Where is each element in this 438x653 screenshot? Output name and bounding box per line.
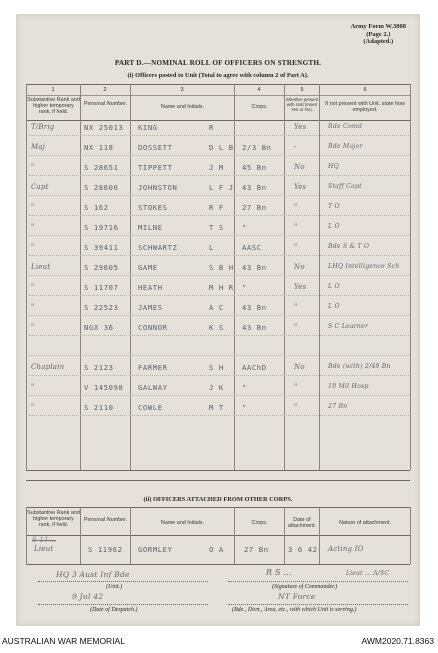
despatch-handwriting: 9 Jul 42 <box>72 592 104 601</box>
part-subtitle: (i) Officers posted to Unit (Total to agree with column 2 of Part A). <box>127 72 309 79</box>
section2-header-top-rule <box>26 507 410 508</box>
row-name: GAME <box>138 263 158 272</box>
row-initials: S H <box>209 363 224 372</box>
row-initials: T S <box>209 223 224 232</box>
row-initials: S B H <box>209 263 234 272</box>
table-row-rule <box>29 215 409 216</box>
row-initials: M T <box>209 403 224 412</box>
row-present: " <box>294 203 298 211</box>
row-initials: R F <box>209 203 224 212</box>
table-row-rule <box>29 235 409 236</box>
row-present: " <box>294 303 298 311</box>
despatch-caption: (Date of Despatch.) <box>90 607 138 613</box>
row-initials: K S <box>209 323 224 332</box>
row-employed: S C Learner <box>328 323 369 330</box>
row-corps: " <box>242 403 247 412</box>
section2-col-divider <box>234 507 235 564</box>
footer-institution: AUSTRALIAN WAR MEMORIAL <box>2 636 125 646</box>
s2-corps: 27 Bn <box>244 545 269 554</box>
row-corps: 27 Bn <box>242 203 267 212</box>
header-name: Name and Initials. <box>160 104 205 110</box>
adapted-note: (Adapted.) <box>363 38 394 45</box>
section2-col-divider <box>80 507 81 564</box>
table1-col-divider <box>319 84 320 470</box>
table1-col-divider <box>80 84 81 470</box>
row-employed: 19 Mil Hosp <box>328 383 369 390</box>
row-name: COWLE <box>138 403 163 412</box>
row-present: Yes <box>294 183 307 191</box>
row-present: " <box>294 223 298 231</box>
row-employed: Bde Major <box>328 143 363 150</box>
row-corps: AASC <box>242 243 262 252</box>
s2-struck-entry: S 11... <box>32 536 57 544</box>
table1-col-divider <box>284 84 285 470</box>
row-rank: " <box>31 383 35 391</box>
form-number-block <box>351 23 406 46</box>
row-initials: A C <box>209 303 224 312</box>
row-rank: " <box>31 283 35 291</box>
row-number: S 28606 <box>84 183 119 192</box>
s2-header-rank: Substantive Rank and higher temporary rank, if held. <box>27 510 80 529</box>
row-number: NX 118 <box>84 143 114 152</box>
header-present: Whether present with Unit (Insert Yes or No). <box>285 97 319 113</box>
part-title: PART D.—NOMINAL ROLL OF OFFICERS ON STRENGTH. <box>114 59 322 67</box>
table-row-rule <box>29 135 409 136</box>
row-name: FARMER <box>138 363 168 372</box>
row-rank: Chaplain <box>31 363 65 371</box>
row-rank: " <box>31 303 35 311</box>
header-employment: If not present with Unit, state how employed. <box>325 101 405 114</box>
row-number: NX 25013 <box>84 123 124 132</box>
unit-line <box>38 581 208 582</box>
col-number: 1 <box>51 87 55 93</box>
table1-top-rule <box>26 84 410 85</box>
row-initials: M H R <box>209 283 234 292</box>
row-employed: L O <box>328 223 340 230</box>
table-row-rule <box>29 395 409 396</box>
row-corps: 43 Bn <box>242 183 267 192</box>
row-name: JOHNSTON <box>138 183 178 192</box>
col-number: 3 <box>180 87 184 93</box>
commander-caption: (Signature of Commander.) <box>272 584 338 590</box>
row-employed: L O <box>328 283 340 290</box>
despatch-line <box>38 604 208 605</box>
table1-left-edge <box>26 84 27 470</box>
s2-number: S 11962 <box>88 545 123 554</box>
commander-line <box>228 581 408 582</box>
row-present: No <box>294 263 305 271</box>
row-name: DOSSETT <box>138 143 173 152</box>
row-present: Yes <box>294 123 307 131</box>
row-number: S 28651 <box>84 163 119 172</box>
table-row-rule <box>29 195 409 196</box>
row-corps: 43 Bn <box>242 303 267 312</box>
row-name: SCHWARTZ <box>138 243 178 252</box>
section2-col-divider <box>319 507 320 564</box>
army-form-sheet <box>16 14 420 626</box>
row-rank: Lieut <box>31 263 51 271</box>
table1-bottom-rule <box>26 470 410 471</box>
page-note: (Page 2.) <box>366 30 391 38</box>
table1-right-edge <box>410 84 411 470</box>
s2-date: 3 6 42 <box>288 545 318 554</box>
row-number: S 2123 <box>84 363 114 372</box>
row-present: Yes <box>294 283 307 291</box>
row-corps: 43 Bn <box>242 323 267 332</box>
row-initials: J K <box>209 383 224 392</box>
row-employed: HQ <box>328 163 339 170</box>
section2-top-rule <box>26 480 410 481</box>
row-employed: Rde Comd <box>328 123 363 130</box>
row-present: - <box>294 143 297 151</box>
s2-header-nature: Nature of attachment. <box>339 520 391 526</box>
row-name: MILNE <box>138 223 163 232</box>
section2-right-edge <box>410 507 411 564</box>
row-number: S 29605 <box>84 263 119 272</box>
row-number: NGX 36 <box>84 323 114 332</box>
row-corps: 45 Bn <box>242 163 267 172</box>
section2-header-rule <box>26 535 410 536</box>
row-corps: 43 Bn <box>242 263 267 272</box>
row-rank: " <box>31 223 35 231</box>
unit-caption: (Unit.) <box>106 584 123 590</box>
row-rank: Maj <box>31 143 46 151</box>
area-caption: (Bde., Divn., Area, etc., with which Unit is serving.) <box>232 607 357 613</box>
unit-handwriting: HQ 3 Aust Inf Bde <box>56 570 130 579</box>
section2-title: (ii) OFFICERS ATTACHED FROM OTHER CORPS. <box>143 496 293 503</box>
s2-header-corps: Corps. <box>251 520 268 526</box>
row-initials: J M <box>209 163 224 172</box>
table-row-rule <box>29 155 409 156</box>
row-rank: " <box>31 243 35 251</box>
table-row-rule <box>29 415 409 416</box>
table-row-rule <box>29 175 409 176</box>
row-employed: Bde S & T O <box>328 243 370 250</box>
row-initials: D L B <box>209 143 234 152</box>
s2-header-name: Name and Initials. <box>160 520 205 526</box>
col-number: 5 <box>300 87 304 93</box>
row-name: CONNOR <box>138 323 168 332</box>
row-name: KING <box>138 123 158 132</box>
row-number: S 39411 <box>84 243 119 252</box>
row-initials: L F J <box>209 183 234 192</box>
form-number: Army Form W.3008 <box>350 23 406 30</box>
row-employed: LHQ Intelligence Sch <box>328 263 400 270</box>
commander-signature: R S ... <box>266 568 292 577</box>
table-row-rule <box>29 335 409 336</box>
row-employed: 27 Bn <box>328 403 348 410</box>
row-corps: " <box>242 223 247 232</box>
row-employed: Bde (with) 2/48 Bn <box>328 363 391 370</box>
table1-colnum-rule <box>26 95 410 96</box>
row-corps: " <box>242 383 247 392</box>
header-personal-number: Personal Number. <box>83 101 128 107</box>
row-name: STOKES <box>138 203 168 212</box>
row-rank: " <box>31 323 35 331</box>
section2-col-divider <box>130 507 131 564</box>
s2-initials: O A <box>209 545 224 554</box>
table-row-rule <box>29 295 409 296</box>
area-handwriting: NT Force <box>278 592 316 601</box>
row-present: No <box>294 163 305 171</box>
row-rank: " <box>31 403 35 411</box>
row-number: S 19716 <box>84 223 119 232</box>
header-rank: Substantive Rank and higher temporary rank, if held. <box>27 97 80 116</box>
table-row-rule <box>29 375 409 376</box>
table1-header-rule <box>26 120 410 121</box>
table1-col-divider <box>130 84 131 470</box>
row-number: S 162 <box>84 203 109 212</box>
s2-header-date: Date of attachment. <box>287 517 317 530</box>
row-employed: Staff Capt <box>328 183 362 190</box>
s2-nature: Acting IO <box>328 545 364 553</box>
table1-col-divider <box>234 84 235 470</box>
row-name: JAMES <box>138 303 163 312</box>
row-employed: L O <box>328 303 340 310</box>
table-row-rule <box>29 255 409 256</box>
row-present: " <box>294 243 298 251</box>
commander-note: Lieut ... A/SC <box>346 570 390 577</box>
footer-accession-number: AWM2020.71.8363 <box>361 636 434 646</box>
row-present: " <box>294 403 298 411</box>
row-rank: T/Brig <box>31 123 55 131</box>
row-rank: Capt <box>31 183 49 191</box>
row-name: HEATH <box>138 283 163 292</box>
section2-col-divider <box>284 507 285 564</box>
s2-rank: Lieut <box>34 545 54 553</box>
row-present: " <box>294 323 298 331</box>
col-number: 2 <box>103 87 107 93</box>
row-corps: 2/3 Bn <box>242 143 272 152</box>
row-number: S 2110 <box>84 403 114 412</box>
row-initials: L <box>209 243 214 252</box>
row-employed: T O <box>328 203 340 210</box>
col-number: 6 <box>363 87 367 93</box>
row-initials: R <box>209 123 214 132</box>
row-name: TIPPETT <box>138 163 173 172</box>
section2-bottom-rule <box>26 564 410 565</box>
row-present: No <box>294 363 305 371</box>
row-number: S 22523 <box>84 303 119 312</box>
row-rank: " <box>31 203 35 211</box>
s2-name: GORMLEY <box>138 545 173 554</box>
row-name: GALWAY <box>138 383 168 392</box>
row-corps: AAChD <box>242 363 267 372</box>
table-row-rule <box>29 355 409 356</box>
row-rank: " <box>31 163 35 171</box>
row-corps: " <box>242 283 247 292</box>
row-number: S 11707 <box>84 283 119 292</box>
header-corps: Corps. <box>251 104 268 110</box>
row-number: V 145098 <box>84 383 124 392</box>
col-number: 4 <box>257 87 261 93</box>
area-line <box>228 604 408 605</box>
table-row-rule <box>29 315 409 316</box>
table-row-rule <box>29 275 409 276</box>
s2-header-personal-number: Personal Number. <box>83 517 128 523</box>
row-present: " <box>294 383 298 391</box>
